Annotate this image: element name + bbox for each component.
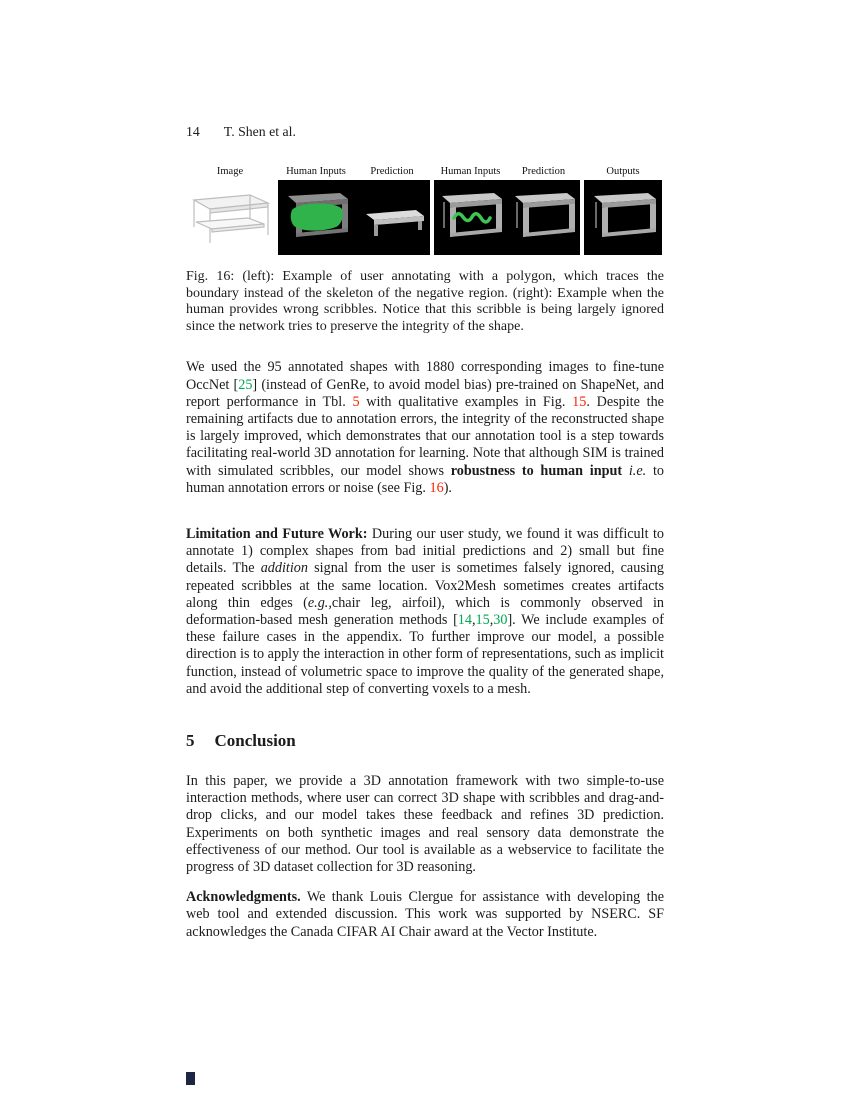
figure-label-prediction-1: Prediction bbox=[370, 166, 414, 177]
figure-label-outputs: Outputs bbox=[606, 166, 640, 177]
paragraph-limitation-future-work bbox=[186, 526, 664, 698]
bottom-left-artifact bbox=[186, 1072, 195, 1085]
figure-label-human-inputs-2: Human Inputs bbox=[440, 166, 501, 177]
figure-images-row bbox=[186, 180, 664, 255]
reference-link[interactable]: 25 bbox=[238, 376, 253, 393]
human-inputs-wavy-scribble-image bbox=[434, 180, 507, 255]
text-segment: with qualitative examples in Fig. bbox=[359, 393, 573, 410]
figure-label-human-inputs-1: Human Inputs bbox=[286, 166, 346, 177]
text-segment: robustness to human input bbox=[450, 462, 623, 479]
text-segment: , bbox=[489, 612, 494, 629]
prediction-frame-table-image bbox=[507, 180, 580, 255]
page-content bbox=[186, 0, 664, 941]
figure-label-image: Image bbox=[216, 166, 244, 177]
text-segment: to human annotation errors or noise (see Fig. bbox=[186, 462, 664, 496]
text-segment: ). bbox=[443, 479, 452, 496]
paragraph-acknowledgments bbox=[186, 889, 664, 941]
figure-column-labels bbox=[186, 166, 664, 177]
reference-link[interactable]: 16 bbox=[429, 479, 444, 496]
text-segment: We thank Louis Clergue for assistance with developing the web tool and extended discussion. This work was supported by NSERC. SF acknowledges the Canada CIFAR AI Chair award at the Vector Institute. bbox=[186, 889, 664, 940]
text-segment: chair leg, airfoil), which is commonly observed in deformation-based mesh generation methods [ bbox=[186, 594, 664, 629]
reference-link[interactable]: 30 bbox=[493, 612, 508, 629]
human-inputs-scribble-blob-image bbox=[278, 180, 354, 255]
text-segment: e.g., bbox=[307, 594, 332, 611]
reference-link[interactable]: 14 bbox=[457, 612, 472, 629]
text-segment: During our user study, we found it was difficult to annotate 1) complex shapes from bad initial predictions and 2) small but fine details. The bbox=[186, 526, 665, 577]
running-head-authors: T. Shen et al. bbox=[223, 124, 296, 139]
paragraph-conclusion: In this paper, we provide a 3D annotation framework with two simple-to-use interaction methods, where user can correct 3D shape with scribbles and drag-and-drop clicks, and our model takes these feedback and refines 3D prediction. Experiments on both synthetic images and real sensory data demonstrate the effectiveness of our method. Our tool is available as a webservice to facilitate the progress of 3D dataset collection for 3D reasoning. bbox=[186, 773, 664, 876]
page-number: 14 bbox=[186, 124, 200, 139]
figure-caption: Fig. 16: (left): Example of user annotating with a polygon, which traces the boundary instead of the skeleton of the negative region. (right): Example when the human provides wrong scribbles. Notice that this scribble is being largely ignored since the network tries to preserve the integrity of the shape. bbox=[186, 269, 664, 334]
figure-panel-right-pair bbox=[434, 180, 580, 255]
text-segment: Acknowledgments. bbox=[186, 889, 301, 906]
text-segment: We used the 95 annotated shapes with 1880 corresponding images to fine-tune OccNet [ bbox=[186, 359, 664, 393]
prediction-slab-image bbox=[354, 180, 430, 255]
text-segment: Limitation and Future Work: bbox=[186, 526, 368, 542]
text-segment: i.e. bbox=[628, 462, 647, 479]
reference-link[interactable]: 5 bbox=[352, 393, 360, 410]
running-head bbox=[186, 124, 664, 140]
paragraph-finetune-occnet bbox=[186, 359, 664, 497]
text-segment: signal from the user is sometimes falsely ignored, causing repeated scribbles at the same location. Vox2Mesh sometimes creates artifacts along thin edges ( bbox=[186, 560, 664, 611]
figure-16 bbox=[186, 166, 664, 335]
green-scribble-region bbox=[291, 203, 343, 230]
text-segment: , bbox=[471, 612, 476, 629]
table-photo-sketch-image bbox=[186, 180, 274, 255]
outputs-frame-table-image bbox=[584, 180, 662, 255]
section-heading-conclusion bbox=[186, 731, 664, 751]
text-segment: . Despite the remaining artifacts due to annotation errors, the integrity of the reconstructed shape is largely improved, which demonstrates that our annotation tool is a step towards facilitating real-world 3D annotation for learning. Note that although SIM is trained with simulated scribbles, our model shows bbox=[186, 393, 664, 479]
figure-panel-left-pair bbox=[278, 180, 430, 255]
figure-panel-outputs bbox=[584, 180, 662, 255]
figure-label-prediction-2: Prediction bbox=[521, 166, 566, 177]
text-segment: ] (instead of GenRe, to avoid model bias) pre-trained on ShapeNet, and report performance in Tbl. bbox=[186, 376, 664, 410]
text-segment: ]. We include examples of these failure cases in the appendix. To further improve our model, a possible direction is to apply the interaction in other form of representations, such as implicit function, instead of volumetric space to improve the quality of the generated shape, and avoid the additional step of converting voxels to a mesh. bbox=[186, 612, 664, 697]
reference-link[interactable]: 15 bbox=[572, 393, 587, 410]
section-number: 5 bbox=[186, 731, 195, 751]
reference-link[interactable]: 15 bbox=[475, 612, 490, 629]
text-segment bbox=[622, 463, 629, 479]
text-segment: addition bbox=[260, 560, 308, 577]
figure-input-image bbox=[186, 180, 274, 255]
section-title: Conclusion bbox=[214, 731, 296, 751]
